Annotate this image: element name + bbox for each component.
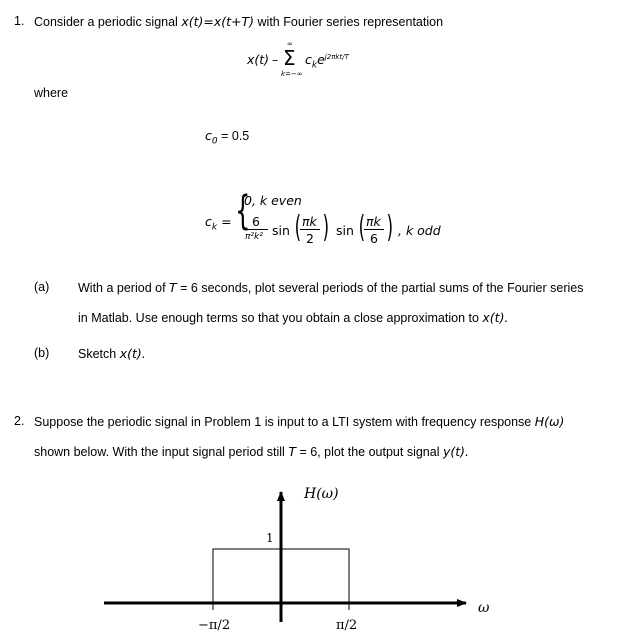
paren-1: ( xyxy=(294,210,302,245)
c0-c: c xyxy=(205,128,212,143)
left-tick-label: −π/2 xyxy=(198,618,231,633)
problem-2-H: H(ω) xyxy=(534,414,565,429)
frac2-den: 6 xyxy=(370,231,378,246)
sigma-symbol: Σ xyxy=(283,46,296,70)
part-b-text: Sketch xyxy=(78,347,117,361)
problem-1-number: 1. xyxy=(14,14,25,28)
exp-base: e xyxy=(317,52,325,67)
frac1-num: πk xyxy=(302,214,317,229)
problem-2-number: 2. xyxy=(14,414,25,428)
part-a-text-1-tail: = 6 seconds, plot several periods of the partial sums of the Fourier series xyxy=(180,281,584,295)
coef-c: c xyxy=(305,52,312,67)
paren-2: ( xyxy=(358,210,366,245)
sum-lower-limit: k=−∞ xyxy=(281,70,303,78)
ck-case-odd: , k odd xyxy=(398,223,441,238)
ck-c: c xyxy=(205,214,212,229)
c0-value: = 0.5 xyxy=(221,129,250,143)
part-b-x: x(t). xyxy=(119,346,146,361)
problem-2-T: T xyxy=(288,444,296,459)
ck-case-even: 0, k even xyxy=(244,193,302,208)
sin-1: sin xyxy=(272,223,290,238)
where-label: where xyxy=(34,86,69,100)
ck-num: 6 xyxy=(252,214,260,229)
exponent: j2πkt/T xyxy=(324,52,349,61)
series-lhs: x(t) xyxy=(247,52,270,67)
part-a-T: T xyxy=(169,280,177,295)
ck-brace: { xyxy=(235,188,251,234)
part-a-text-2: in Matlab. Use enough terms so that you obtain a close approximation to xyxy=(78,311,479,325)
intro-text: Consider a periodic signal xyxy=(34,15,178,29)
h-axis-label: H(ω) xyxy=(304,486,339,502)
omega-axis-label: ω xyxy=(478,600,490,616)
frac2-num: πk xyxy=(366,214,381,229)
series-dash: – xyxy=(272,52,279,67)
equal-sign: = xyxy=(203,14,214,29)
part-a-label: (a) xyxy=(34,280,50,294)
signal-lhs: x(t) xyxy=(181,14,204,29)
sin-2: sin xyxy=(336,223,354,238)
paren-2-close: ) xyxy=(386,210,394,245)
problem-2-text-2-tail: = 6, plot the output signal xyxy=(299,445,440,459)
signal-rhs: x(t+T) xyxy=(213,14,255,29)
ck-den: π²k² xyxy=(245,232,263,242)
ck-sub: k xyxy=(211,222,218,233)
problem-2-text-2: shown below. With the input signal period still xyxy=(34,445,285,459)
part-a-x: x(t). xyxy=(482,310,509,325)
paren-1-close: ) xyxy=(322,210,330,245)
coef-sub: k xyxy=(311,60,318,71)
part-a-text-1: With a period of xyxy=(78,281,166,295)
ck-eq: = xyxy=(221,214,232,229)
part-b-label: (b) xyxy=(34,346,50,360)
height-label: 1 xyxy=(266,531,274,545)
intro-tail: with Fourier series representation xyxy=(257,15,444,29)
c0-sub: 0 xyxy=(211,136,218,147)
sum-upper-limit: ∞ xyxy=(287,40,293,48)
frac1-den: 2 xyxy=(306,231,314,246)
problem-2-y: y(t). xyxy=(442,444,470,459)
right-tick-label: π/2 xyxy=(336,618,358,633)
problem-2-text-1: Suppose the periodic signal in Problem 1 is input to a LTI system with frequency response xyxy=(34,415,532,429)
